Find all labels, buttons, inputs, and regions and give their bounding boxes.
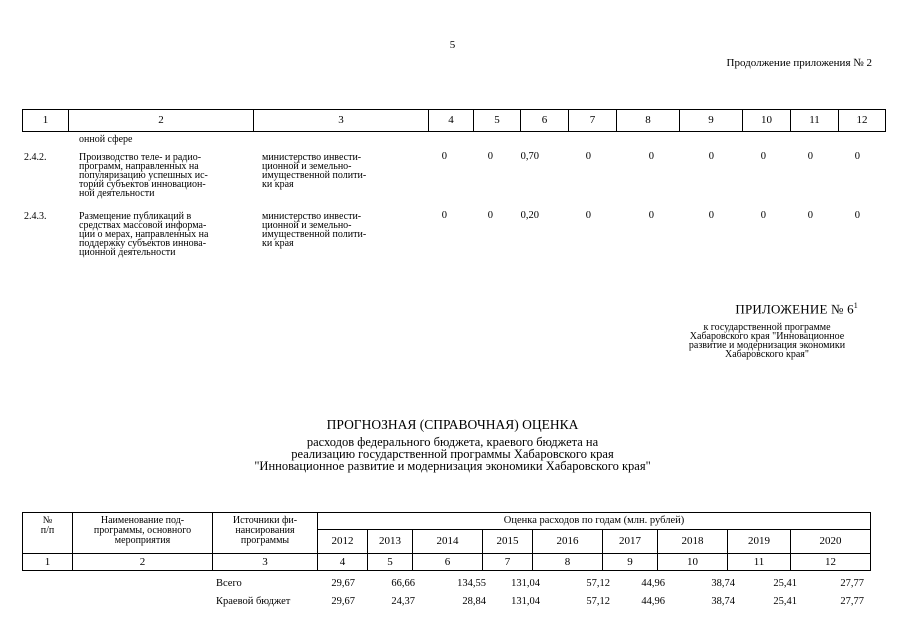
- header-name: Наименование под- программы, основного мероприятия: [73, 513, 213, 554]
- row-value: 0,20: [520, 210, 539, 221]
- subtitle-line: "Инновационное развитие и модернизация экономики Хабаровского края": [254, 459, 651, 473]
- top-header-cell: 9: [680, 110, 743, 132]
- row-exec-line: министерство инвести-: [262, 211, 362, 222]
- data-value: 29,67: [331, 578, 355, 589]
- appendix-title: [735, 302, 858, 315]
- appendix-line: развитие и модернизация экономики: [688, 340, 846, 351]
- row-executor: [262, 153, 366, 189]
- row-value: 0: [708, 210, 714, 221]
- top-header-cell: 3: [254, 110, 429, 132]
- top-header-cell: 2: [69, 110, 254, 132]
- data-source: Краевой бюджет: [216, 596, 291, 607]
- year-header: 2020: [791, 530, 871, 554]
- index-cell: 1: [23, 554, 73, 571]
- data-value: 27,77: [840, 578, 864, 589]
- index-cell: 10: [658, 554, 728, 571]
- index-cell: 4: [318, 554, 368, 571]
- estimate-table: [22, 512, 871, 571]
- appendix-superscript: 1: [853, 301, 858, 310]
- data-value: 131,04: [511, 596, 540, 607]
- top-header-cell: 5: [474, 110, 521, 132]
- data-value: 38,74: [711, 596, 735, 607]
- row-value: 0: [648, 151, 654, 162]
- top-header-cell: 10: [743, 110, 791, 132]
- continued-text: онной сфере: [79, 134, 133, 145]
- top-header-cell: 1: [23, 110, 69, 132]
- index-cell: 7: [483, 554, 533, 571]
- row-name-line: торий субъектов инновацион-: [79, 179, 206, 190]
- data-value: 29,67: [331, 596, 355, 607]
- row-exec-line: имущественной полити-: [262, 229, 367, 240]
- row-exec-line: ки края: [262, 238, 294, 249]
- data-value: 44,96: [641, 596, 665, 607]
- index-cell: 8: [533, 554, 603, 571]
- row-name-line: ции о мерах, направленных на: [79, 229, 209, 240]
- data-value: 25,41: [773, 578, 797, 589]
- index-cell: 2: [73, 554, 213, 571]
- subtitle-line: реализацию государственной программы Хабаровского края: [291, 447, 614, 461]
- row-value: 0: [807, 151, 813, 162]
- row-exec-line: ционной и земельно-: [262, 161, 352, 172]
- header-estimate: Оценка расходов по годам (млн. рублей): [318, 513, 871, 530]
- year-header: 2013: [368, 530, 413, 554]
- row-exec-line: ки края: [262, 179, 294, 190]
- top-header-cell: 11: [791, 110, 839, 132]
- appendix-line: Хабаровского края": [725, 349, 809, 360]
- data-value: 24,37: [391, 596, 415, 607]
- row-id: 2.4.2.: [24, 152, 47, 163]
- data-value: 66,66: [391, 578, 415, 589]
- row-executor: [262, 212, 366, 248]
- appendix-subtitle: [662, 323, 872, 359]
- row-name-line: поддержку субъектов иннова-: [79, 238, 207, 249]
- index-cell: 11: [728, 554, 791, 571]
- top-header-cell: 8: [617, 110, 680, 132]
- continuation-label: Продолжение приложения № 2: [726, 57, 872, 69]
- year-header: 2017: [603, 530, 658, 554]
- year-header: 2016: [533, 530, 603, 554]
- index-cell: 12: [791, 554, 871, 571]
- row-value: 0: [807, 210, 813, 221]
- appendix-title-text: ПРИЛОЖЕНИЕ № 6: [735, 301, 854, 317]
- row-name-line: ционной деятельности: [79, 247, 176, 258]
- year-header: 2015: [483, 530, 533, 554]
- row-value: 0: [854, 210, 860, 221]
- top-table-header: [22, 109, 886, 132]
- data-value: 57,12: [586, 578, 610, 589]
- data-value: 44,96: [641, 578, 665, 589]
- top-header-cell: 6: [521, 110, 569, 132]
- document-title: ПРОГНОЗНАЯ (СПРАВОЧНАЯ) ОЦЕНКА: [326, 417, 579, 432]
- index-cell: 3: [213, 554, 318, 571]
- row-value: 0,70: [520, 151, 539, 162]
- data-value: 25,41: [773, 596, 797, 607]
- data-value: 131,04: [511, 578, 540, 589]
- index-cell: 6: [413, 554, 483, 571]
- top-header-cell: 12: [839, 110, 886, 132]
- row-name-line: программ, направленных на: [79, 161, 199, 172]
- row-value: 0: [487, 210, 493, 221]
- row-name: [79, 212, 208, 257]
- row-name-line: Размещение публикаций в: [79, 211, 192, 222]
- data-source: Всего: [216, 578, 242, 589]
- index-cell: 9: [603, 554, 658, 571]
- year-header: 2019: [728, 530, 791, 554]
- row-exec-line: министерство инвести-: [262, 152, 362, 163]
- data-value: 28,84: [462, 596, 486, 607]
- top-header-cell: 4: [429, 110, 474, 132]
- row-value: 0: [648, 210, 654, 221]
- year-header: 2014: [413, 530, 483, 554]
- row-value: 0: [441, 210, 447, 221]
- data-value: 57,12: [586, 596, 610, 607]
- row-value: 0: [585, 151, 591, 162]
- row-value: 0: [760, 151, 766, 162]
- subtitle-line: расходов федерального бюджета, краевого бюджета на: [306, 435, 599, 449]
- row-name-line: Производство теле- и радио-: [79, 152, 202, 163]
- row-value: 0: [585, 210, 591, 221]
- row-value: 0: [854, 151, 860, 162]
- header-source: Источники фи- нансирования программы: [213, 513, 318, 554]
- appendix-line: Хабаровского края "Инновационное: [689, 331, 845, 342]
- data-value: 27,77: [840, 596, 864, 607]
- data-value: 38,74: [711, 578, 735, 589]
- page-number: 5: [449, 39, 456, 51]
- row-value: 0: [487, 151, 493, 162]
- row-name-line: популяризацию успешных ис-: [79, 170, 208, 181]
- row-value: 0: [708, 151, 714, 162]
- row-value: 0: [760, 210, 766, 221]
- year-header: 2012: [318, 530, 368, 554]
- appendix-line: к государственной программе: [703, 322, 831, 333]
- row-name: [79, 153, 208, 198]
- header-num: № п/п: [23, 513, 73, 554]
- row-value: 0: [441, 151, 447, 162]
- data-value: 134,55: [457, 578, 486, 589]
- row-exec-line: имущественной полити-: [262, 170, 367, 181]
- index-cell: 5: [368, 554, 413, 571]
- row-name-line: средствах массовой информа-: [79, 220, 207, 231]
- row-exec-line: ционной и земельно-: [262, 220, 352, 231]
- row-name-line: ной деятельности: [79, 188, 155, 199]
- year-header: 2018: [658, 530, 728, 554]
- document-subtitle: [0, 436, 905, 472]
- top-header-cell: 7: [569, 110, 617, 132]
- row-id: 2.4.3.: [24, 211, 47, 222]
